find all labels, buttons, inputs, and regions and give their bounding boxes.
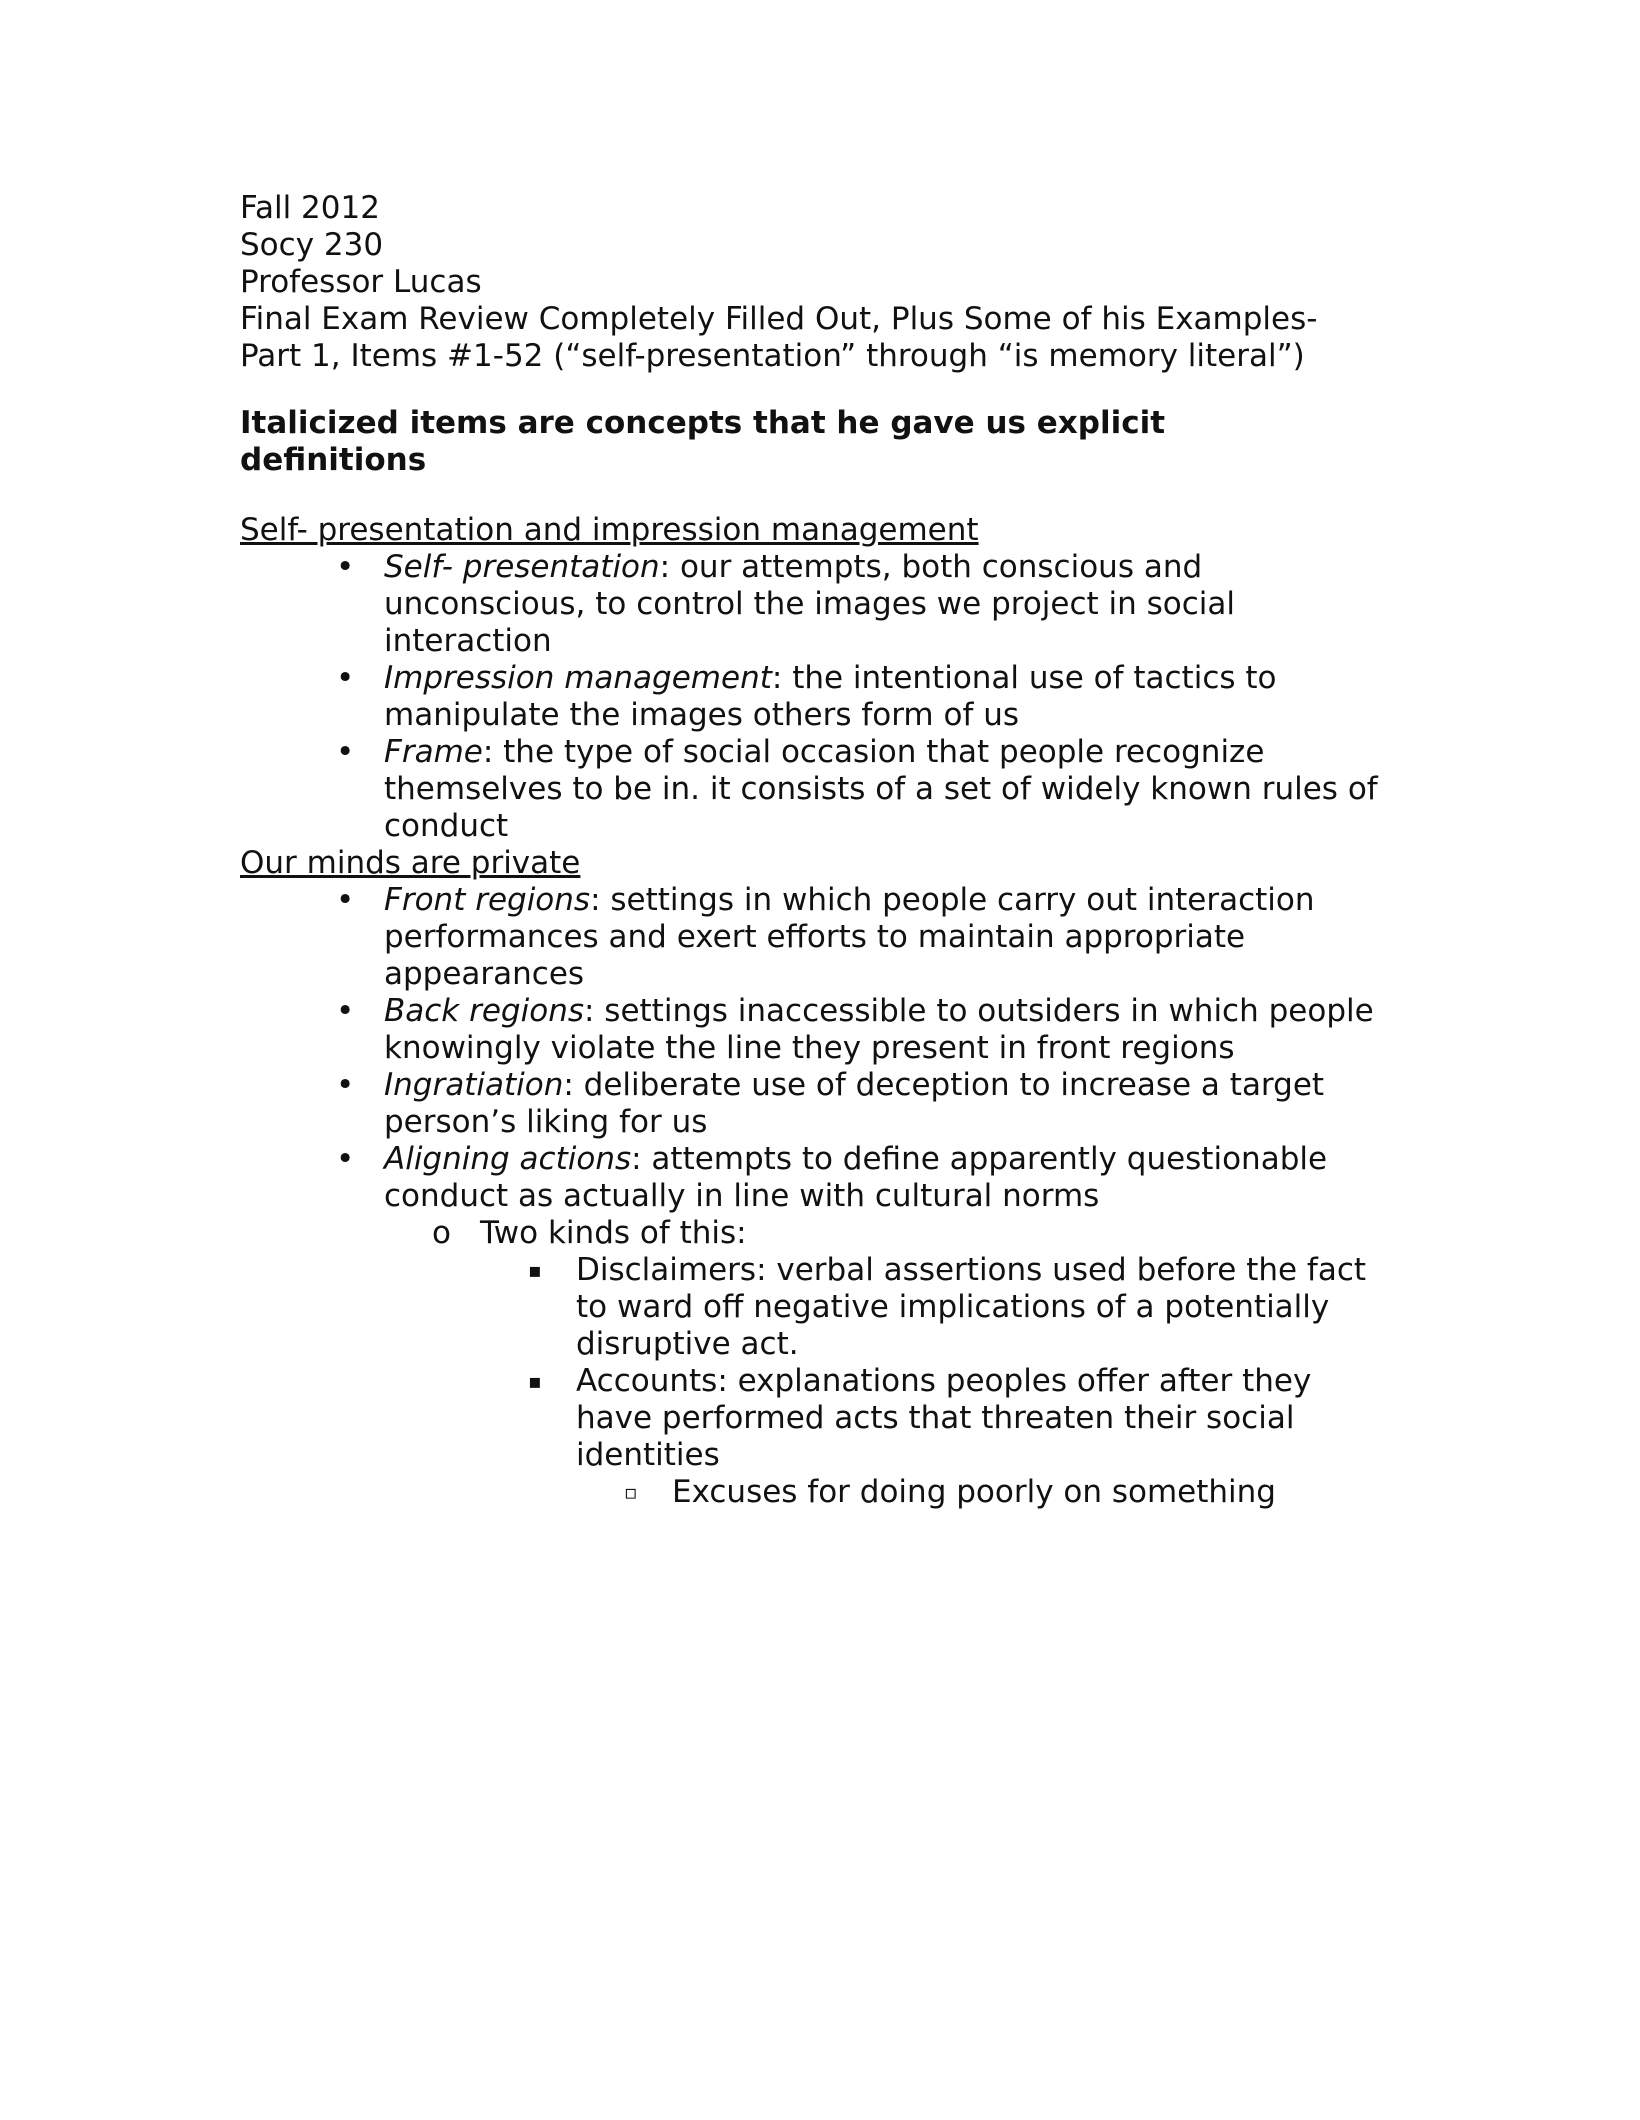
list-item [240,1474,1376,1511]
bullet-icon: • [336,993,355,1029]
term: Front regions [384,882,591,918]
list-item [240,734,1384,845]
list-item [240,1363,1376,1511]
course-line: Socy 230 [240,227,384,263]
square-bullet-icon: ▪ [528,1369,542,1393]
list-item [240,993,1384,1067]
sub-list [384,1215,1384,1511]
list-item [240,1252,1376,1363]
document-header [240,190,1420,375]
list-item [240,1067,1384,1141]
term: Ingratiation [384,1067,564,1103]
definition: : attempts to define apparently questionable conduct as actually in line with cultural norms [384,1141,1328,1214]
term: Frame [384,734,483,770]
italic-note: Italicized items are concepts that he gave us explicit definitions [240,405,1166,478]
title-line: Final Exam Review Completely Filled Out, Plus Some of his Examples- [240,301,1318,337]
hollow-square-bullet-icon: ▫ [624,1480,638,1504]
list-item [240,1141,1384,1511]
list-item [240,882,1384,993]
section-self-presentation [240,512,1420,845]
document-page [240,190,1420,1511]
subtitle-line: Part 1, Items #1-52 (“self-presentation” through “is memory literal”) [240,338,1305,374]
sub-sub-item-text: Accounts: explanations peoples offer after they have performed acts that threaten their social identities [576,1363,1312,1473]
term: Impression management [384,660,772,696]
definition: : our attempts, both conscious and unconscious, to control the images we project in social interaction [384,549,1236,659]
term: Back regions [384,993,584,1029]
definition: : the intentional use of tactics to manipulate the images others form of us [384,660,1277,733]
sub-sub-list [480,1252,1384,1511]
definition: : the type of social occasion that people recognize themselves to be in. it consists of a set of widely known rules of conduct [384,734,1378,844]
section-heading: Self- presentation and impression management [240,512,979,548]
list-item [240,660,1384,734]
section-heading: Our minds are private [240,845,581,881]
bullet-icon: • [336,1141,355,1177]
definition: : settings inaccessible to outsiders in which people knowingly violate the line they present in front regions [384,993,1374,1066]
definition: : settings in which people carry out interaction performances and exert efforts to maintain appropriate appearances [384,882,1315,992]
bullet-icon: • [336,660,355,696]
section-minds-private [240,845,1420,1511]
sub-sub-item-text: Disclaimers: verbal assertions used before the fact to ward off negative implications of a potentially disruptive act. [576,1252,1367,1362]
professor-line: Professor Lucas [240,264,482,300]
sub-sub-sub-list [576,1474,1376,1511]
bullet-icon: • [336,734,355,770]
list-item [240,549,1384,660]
definition: : deliberate use of deception to increase a target person’s liking for us [384,1067,1325,1140]
definition-list [240,549,1420,845]
bullet-icon: • [336,882,355,918]
list-item [240,1215,1384,1511]
definition-list [240,882,1420,1511]
sub-item-text: Two kinds of this: [480,1215,747,1251]
term-line: Fall 2012 [240,190,380,226]
square-bullet-icon: ▪ [528,1258,542,1282]
bullet-icon: o [432,1215,451,1251]
sub-sub-sub-item-text: Excuses for doing poorly on something [672,1474,1276,1510]
bullet-icon: • [336,1067,355,1103]
term: Aligning actions [384,1141,632,1177]
term: Self- presentation [384,549,660,585]
bullet-icon: • [336,549,355,585]
